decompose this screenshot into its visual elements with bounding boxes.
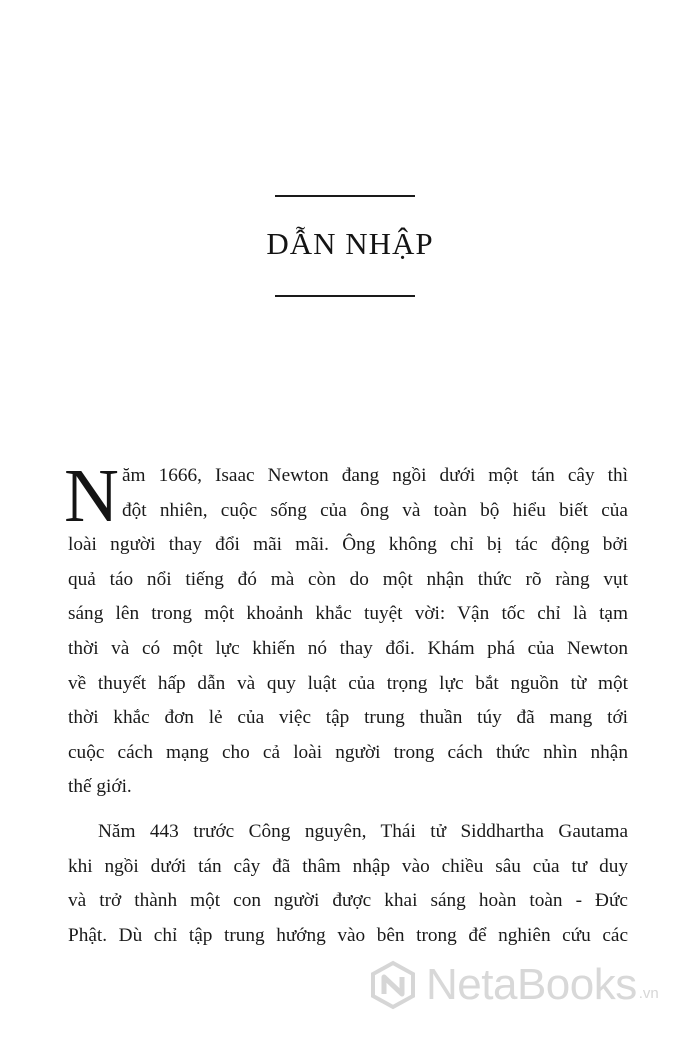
- text-line: quả táo nổi tiếng đó mà còn do một nhận thức rõ ràng vụt: [68, 568, 628, 590]
- paragraph-newton: [64, 454, 628, 805]
- watermark: [368, 960, 659, 1010]
- paragraph-buddha: [68, 815, 628, 953]
- text-line: Phật. Dù chỉ tập trung hướng vào bên trong để nghiên cứu các: [68, 924, 628, 946]
- text-line: thế giới.: [68, 776, 132, 798]
- text-line: thời và có một lực khiến nó thay đổi. Khám phá của Newton: [68, 637, 628, 659]
- text-line: ăm 1666, Isaac Newton đang ngồi dưới một tán cây thì: [122, 465, 628, 486]
- title-rule-bottom: [275, 295, 415, 297]
- text-line: Năm 443 trước Công nguyên, Thái tử Siddhartha Gautama: [98, 821, 628, 842]
- chapter-title: DẪN NHẬP: [266, 226, 434, 261]
- text-line: cuộc cách mạng cho cả loài người trong cách thức nhìn nhận: [68, 741, 628, 763]
- title-rule-top: [275, 195, 415, 197]
- text-line: thời khắc đơn lẻ của việc tập trung thuần túy đã mang tới: [68, 707, 628, 729]
- text-line: về thuyết hấp dẫn và quy luật của trọng lực bắt nguồn từ một: [68, 672, 628, 694]
- text-line: khi ngồi dưới tán cây đã thâm nhập vào chiều sâu của tư duy: [68, 855, 628, 877]
- text-line: đột nhiên, cuộc sống của ông và toàn bộ hiểu biết của: [122, 499, 628, 521]
- text-line: loài người thay đổi mãi mãi. Ông không chỉ bị tác động bởi: [68, 534, 628, 556]
- text-line: sáng lên trong một khoảnh khắc tuyệt vời: Vận tốc chỉ là tạm: [68, 603, 628, 625]
- drop-cap: N: [64, 454, 119, 538]
- text-line: và trở thành một con người được khai sáng hoàn toàn - Đức: [68, 890, 628, 912]
- watermark-suffix: .vn: [638, 985, 659, 1002]
- watermark-brand: NetaBooks: [426, 960, 637, 1009]
- netabooks-logo-icon: [368, 960, 418, 1010]
